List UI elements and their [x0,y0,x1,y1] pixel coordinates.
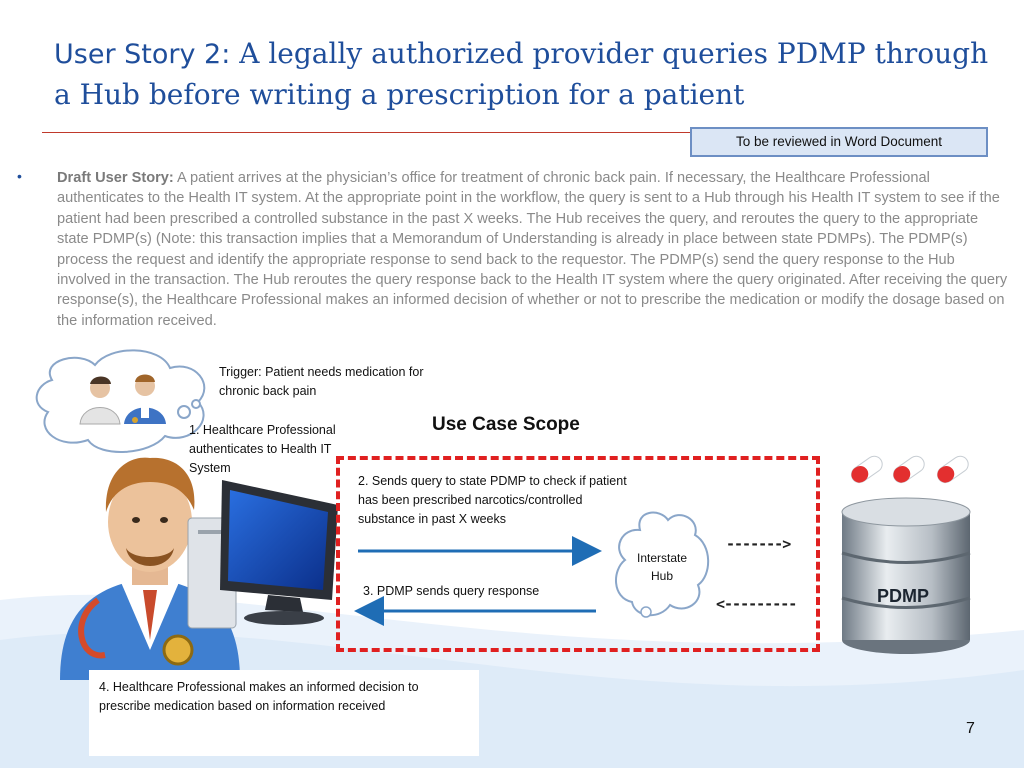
page-number: 7 [966,720,975,737]
dashed-arrow-from-pdmp: <--------- [716,595,797,613]
pills-icon [848,453,971,486]
dashed-arrow-to-pdmp: -------> [726,535,791,553]
title-rest: A legally authorized provider queries PDMP through a Hub before writing a prescription for a patient [54,37,989,111]
thought-cloud-icon [37,350,205,452]
step-4-box [89,670,479,756]
step-3-note: 3. PDMP sends query response [363,584,540,598]
pdmp-label: PDMP [876,586,929,606]
step-2-note: 2. Sends query to state PDMP to check if patient has been prescribed narcotics/controlled substance in past X weeks [358,474,627,526]
hub-label: Interstate Hub [636,551,688,583]
step-4-note: 4. Healthcare Professional makes an informed decision to prescribe medication based on information received [99,680,419,713]
title-lead: User Story 2: [54,39,231,70]
trigger-note: Trigger: Patient needs medication for chronic back pain [219,365,424,398]
review-note-box: To be reviewed in Word Document [690,127,988,157]
step-1-note: 1. Healthcare Professional authenticates to Health IT System [189,423,336,475]
bullet-dot: • [17,168,22,184]
database-icon [842,498,970,654]
computer-icon [188,480,338,628]
use-case-scope-title: Use Case Scope [432,414,580,435]
draft-user-story-text: A patient arrives at the physician’s office for treatment of chronic back pain. If necessary, the Healthcare Professional authenticates to the Health IT system. At the appropriate point in the workflow, the query is sent to a Hub through his Health IT system to see if the patient had been prescribed a controlled substance in the past X weeks. The Hub receives the query, and reroutes the query to the appropriate state PDMP(s) (Note: this transaction implies that a Memorandum of Understanding is already in place between state PDMPs). The PDMP(s) process the request and identify the appropriate response to send back to the requestor. The PDMP(s) send the query response to the Hub involved in the transaction. The Hub reroutes the query response back to the Health IT system where the query originated. After receiving the query response(s), the Healthcare Professional makes an informed decision of whether or not to prescribe the medication or modify the dosage based on the information received. [57,170,1008,329]
draft-user-story-label: Draft User Story: [57,170,174,186]
